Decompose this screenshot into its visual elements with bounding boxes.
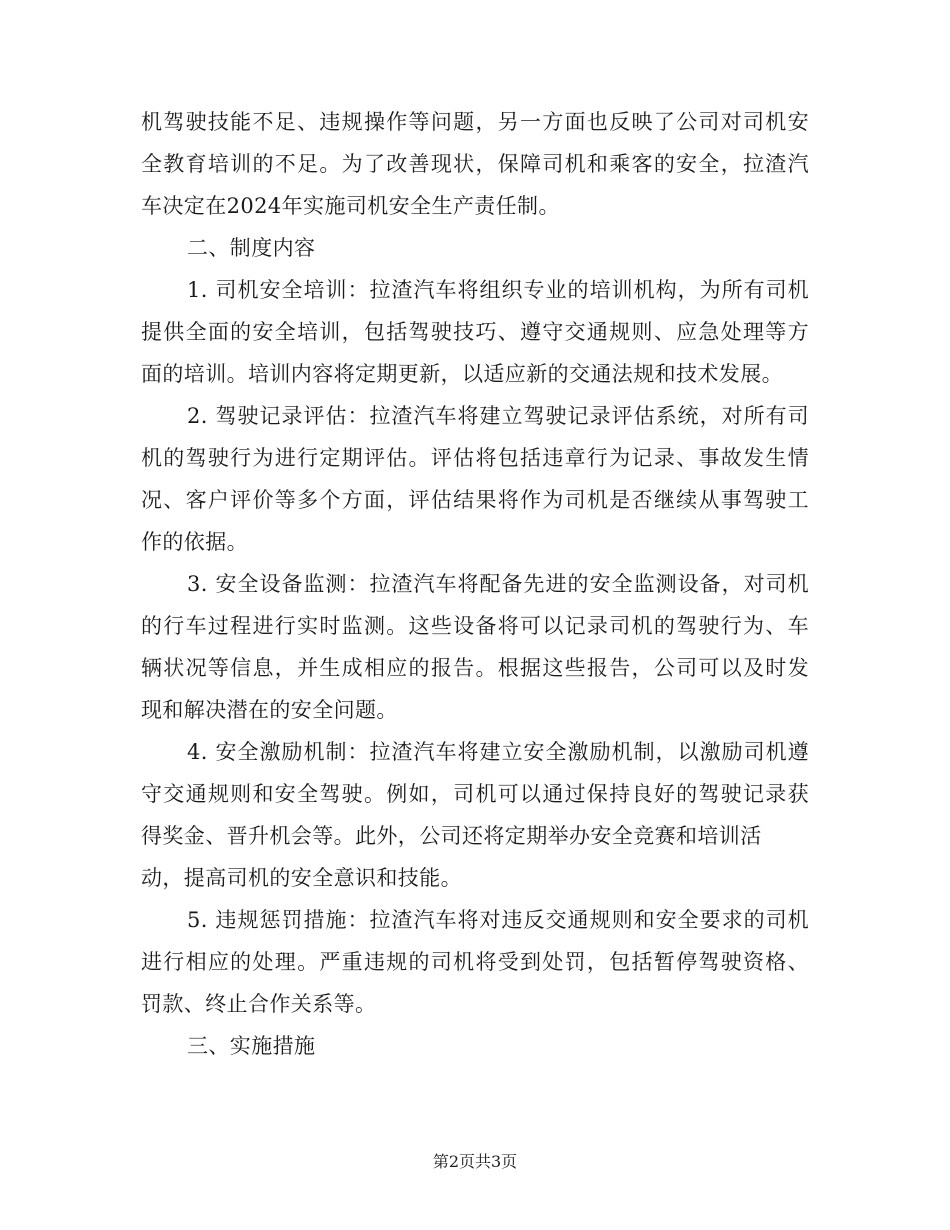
text-line: 得奖金、晋升机会等。此外，公司还将定期举办安全竞赛和培训活 xyxy=(141,824,762,848)
text-line: 的行车过程进行实时监测。这些设备将可以记录司机的驾驶行为、车 xyxy=(141,614,809,638)
list-item-start: 4. 安全激励机制：拉渣汽车将建立安全激励机制，以激励司机遵 xyxy=(187,740,809,764)
list-item-start: 2. 驾驶记录评估：拉渣汽车将建立驾驶记录评估系统，对所有司 xyxy=(187,404,809,428)
text-line: 面的培训。培训内容将定期更新，以适应新的交通法规和技术发展。 xyxy=(141,362,783,386)
document-body xyxy=(141,101,809,1067)
text-line: 动，提高司机的安全意识和技能。 xyxy=(141,866,462,890)
text-line: 车决定在2024年实施司机安全生产责任制。 xyxy=(141,194,560,218)
text-line: 机驾驶技能不足、违规操作等问题，另一方面也反映了公司对司机安 xyxy=(141,110,809,134)
text-line: 现和解决潜在的安全问题。 xyxy=(141,698,398,722)
text-line: 进行相应的处理。严重违规的司机将受到处罚，包括暂停驾驶资格、 xyxy=(141,950,809,974)
list-item-start: 3. 安全设备监测：拉渣汽车将配备先进的安全监测设备，对司机 xyxy=(187,572,809,596)
list-item-start: 1. 司机安全培训：拉渣汽车将组织专业的培训机构，为所有司机 xyxy=(187,278,809,302)
text-line: 提供全面的安全培训，包括驾驶技巧、遵守交通规则、应急处理等方 xyxy=(141,320,809,344)
section-heading: 三、实施措施 xyxy=(187,1034,316,1058)
text-line: 机的驾驶行为进行定期评估。评估将包括违章行为记录、事故发生情 xyxy=(141,446,809,470)
text-line: 辆状况等信息，并生成相应的报告。根据这些报告，公司可以及时发 xyxy=(141,656,809,680)
section-heading: 二、制度内容 xyxy=(187,236,316,260)
text-line: 守交通规则和安全驾驶。例如，司机可以通过保持良好的驾驶记录获 xyxy=(141,782,809,806)
text-line: 罚款、终止合作关系等。 xyxy=(141,992,377,1016)
text-line: 况、客户评价等多个方面，评估结果将作为司机是否继续从事驾驶工 xyxy=(141,488,809,512)
text-line: 作的依据。 xyxy=(141,530,248,554)
text-line: 全教育培训的不足。为了改善现状，保障司机和乘客的安全，拉渣汽 xyxy=(141,152,809,176)
list-item-start: 5. 违规惩罚措施：拉渣汽车将对违反交通规则和安全要求的司机 xyxy=(187,908,809,932)
page-number: 第2页共3页 xyxy=(432,1152,518,1171)
